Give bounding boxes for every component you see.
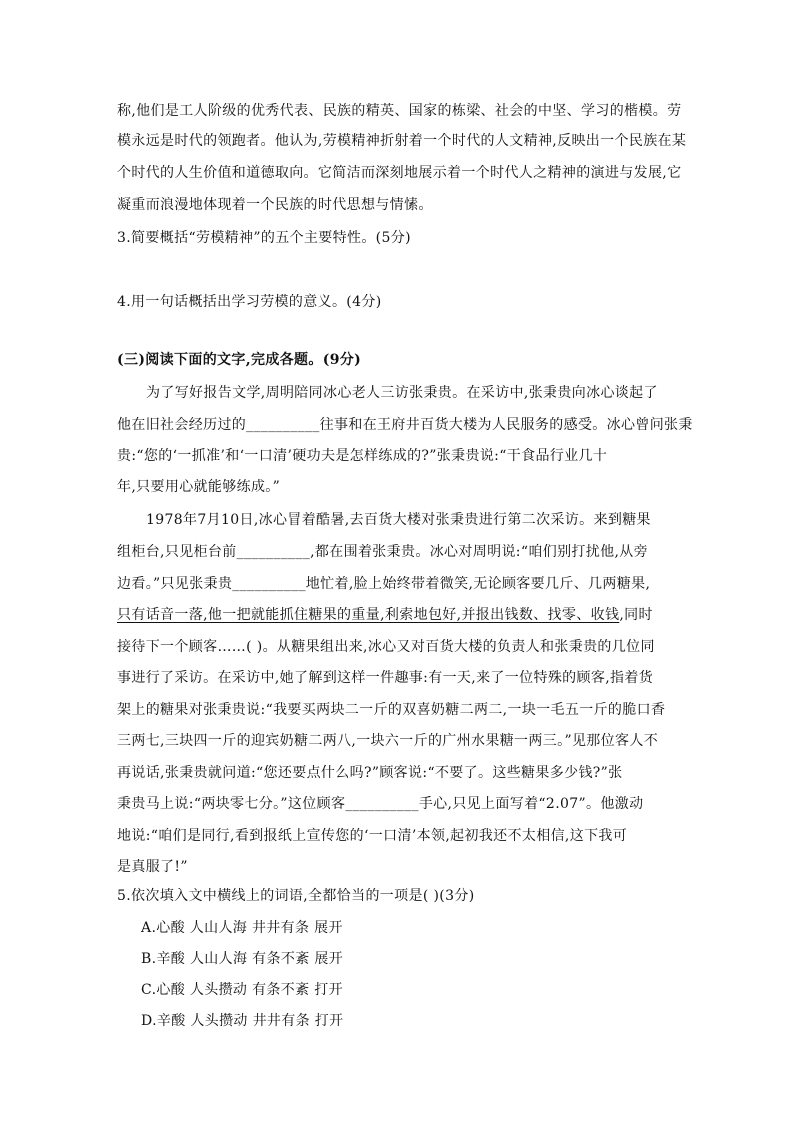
passage-line: 凝重而浪漫地体现着一个民族的时代思想与情愫。 xyxy=(117,197,433,213)
passage-line: 为了写好报告文学,周明陪同冰心老人三访张秉贵。在采访中,张秉贵向冰心谈起了 xyxy=(146,385,658,401)
passage-line: 是真服了!” xyxy=(117,859,188,875)
passage-text: ,同时 xyxy=(619,607,653,623)
passage-line: 模永远是时代的领跑者。他认为,劳模精神折射着一个时代的人文精神,反映出一个民族在某 xyxy=(117,133,687,149)
passage-line: 个时代的人生价值和道德取向。它简洁而深刻地展示着一个时代人之精神的演进与发展,它 xyxy=(117,165,682,181)
passage-line: 事进行了采访。在采访中,她了解到这样一件趣事:有一天,来了一位特殊的顾客,指着货 xyxy=(117,670,654,686)
passage-line: 组柜台,只见柜台前__________,都在围着张秉贵。冰心对周明说:“咱们别打扰他,从旁 xyxy=(117,544,648,560)
passage-line: 秉贵马上说:“两块零七分。”这位顾客__________手心,只见上面写着“2.07”。他激动 xyxy=(117,796,644,812)
passage-line: 称,他们是工人阶级的优秀代表、民族的精英、国家的栋梁、社会的中坚、学习的楷模。劳 xyxy=(117,103,682,119)
passage-line: 架上的糖果对张秉贵说:“我要买两块二一斤的双喜奶糖二两二,一块一毛五一斤的脆口香 xyxy=(117,702,666,718)
option-b: B.辛酸 人山人海 有条不紊 展开 xyxy=(141,951,344,967)
passage-line: 他在旧社会经历过的__________往事和在王府井百货大楼为人民服务的感受。冰心曾问张秉 xyxy=(117,417,693,433)
passage-line xyxy=(117,605,653,625)
question-4: 4.用一句话概括出学习劳模的意义。(4分) xyxy=(117,294,382,310)
section-heading: (三)阅读下面的文字,完成各题。(9分) xyxy=(117,352,362,368)
option-c: C.心酸 人头攒动 有条不紊 打开 xyxy=(141,982,343,998)
underlined-sentence: 只有话音一落,他一把就能抓住糖果的重量,利索地包好,并报出钱数、找零、收钱 xyxy=(117,607,620,623)
passage-line: 再说话,张秉贵就问道:“您还要点什么吗?”顾客说:“不要了。这些糖果多少钱?”张 xyxy=(117,765,623,781)
passage-line: 接待下一个顾客……( )。从糖果组出来,冰心又对百货大楼的负责人和张秉贵的几位同 xyxy=(117,639,655,655)
question-5-stem: 5.依次填入文中横线上的词语,全都恰当的一项是( )(3分) xyxy=(117,888,475,904)
passage-line: 边看。”只见张秉贵__________地忙着,脸上始终带着微笑,无论顾客要几斤、几两糖果, xyxy=(117,576,651,592)
question-3: 3.简要概括“劳模精神”的五个主要特性。(5分) xyxy=(117,230,411,246)
passage-line: 三两七,三块四一斤的迎宾奶糖二两八,一块六一斤的广州水果糖一两三。”见那位客人不 xyxy=(117,733,659,749)
passage-line: 贵:“您的‘一抓准’和‘一口清’硬功夫是怎样练成的?”张秉贵说:“干食品行业几十 xyxy=(117,448,608,464)
option-a: A.心酸 人山人海 井井有条 展开 xyxy=(141,920,343,936)
option-d: D.辛酸 人头攒动 井井有条 打开 xyxy=(141,1013,344,1029)
passage-line: 年,只要用心就能够练成。” xyxy=(117,479,281,495)
passage-line: 地说:“咱们是同行,看到报纸上宣传您的‘一口清’本领,起初我还不太相信,这下我可 xyxy=(117,828,628,844)
passage-line: 1978年7月10日,冰心冒着酷暑,去百货大楼对张秉贵进行第二次采访。来到糖果 xyxy=(146,512,651,528)
